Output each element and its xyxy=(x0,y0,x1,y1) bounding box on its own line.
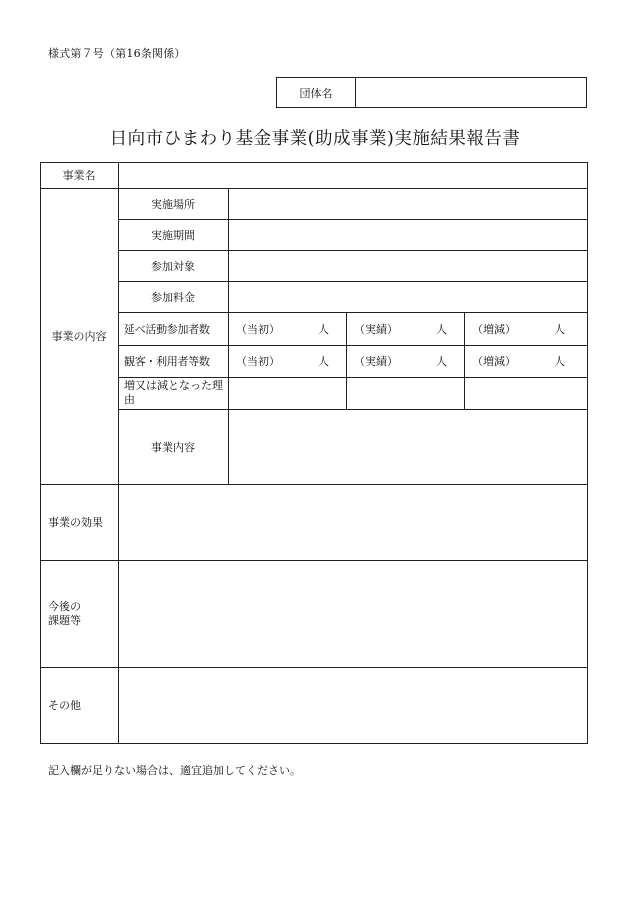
organization-label: 団体名 xyxy=(277,78,356,107)
venue-label: 実施場所 xyxy=(151,197,195,211)
effect-input[interactable] xyxy=(119,485,587,560)
other-input[interactable] xyxy=(119,668,587,743)
issues-input[interactable] xyxy=(119,561,587,667)
audience-actual-unit: 人 xyxy=(436,355,447,368)
reason-label: 増又は減となった理由 xyxy=(124,379,223,406)
target-input[interactable] xyxy=(229,251,587,281)
audience-change-label: （増減） xyxy=(472,355,516,368)
audience-actual-label: （実績） xyxy=(354,355,398,368)
participants-change-unit: 人 xyxy=(554,322,565,336)
participants-actual-unit: 人 xyxy=(436,322,447,336)
audience-initial-label: （当初） xyxy=(236,355,280,368)
participants-change-label: （増減） xyxy=(472,322,516,336)
audience-initial-unit: 人 xyxy=(318,355,329,368)
report-form-table xyxy=(40,162,588,744)
effect-label: 事業の効果 xyxy=(48,516,103,529)
venue-input[interactable] xyxy=(229,189,587,219)
project-name-label: 事業名 xyxy=(62,169,96,182)
participants-initial-label: （当初） xyxy=(236,322,280,336)
other-label: その他 xyxy=(48,699,81,712)
project-name-input[interactable] xyxy=(119,163,587,188)
organization-input[interactable] xyxy=(355,78,586,107)
fee-label: 参加料金 xyxy=(151,290,195,304)
audience-change-unit: 人 xyxy=(554,355,565,368)
reason-input-actual[interactable] xyxy=(347,378,464,409)
organization-box xyxy=(276,77,587,108)
reason-input-initial[interactable] xyxy=(229,378,346,409)
form-number: 様式第７号（第16条関係） xyxy=(48,47,186,60)
grid-line xyxy=(40,743,588,744)
participants-label: 延べ活動参加者数 xyxy=(124,322,210,336)
footer-note: 記入欄が足りない場合は、適宜追加してください。 xyxy=(48,764,301,777)
participants-actual-label: （実績） xyxy=(354,322,398,336)
audience-label: 観客・利用者等数 xyxy=(124,355,210,368)
fee-input[interactable] xyxy=(229,282,587,312)
content-group-label: 事業の内容 xyxy=(51,330,107,343)
details-label: 事業内容 xyxy=(151,440,195,454)
issues-label: 今後の 課題等 xyxy=(48,599,81,627)
period-input[interactable] xyxy=(229,220,587,250)
participants-initial-unit: 人 xyxy=(318,322,329,336)
details-input[interactable] xyxy=(229,410,587,484)
reason-input-change[interactable] xyxy=(465,378,587,409)
page-title: 日向市ひまわり基金事業(助成事業)実施結果報告書 xyxy=(109,129,521,149)
target-label: 参加対象 xyxy=(151,259,195,273)
period-label: 実施期間 xyxy=(151,228,195,242)
